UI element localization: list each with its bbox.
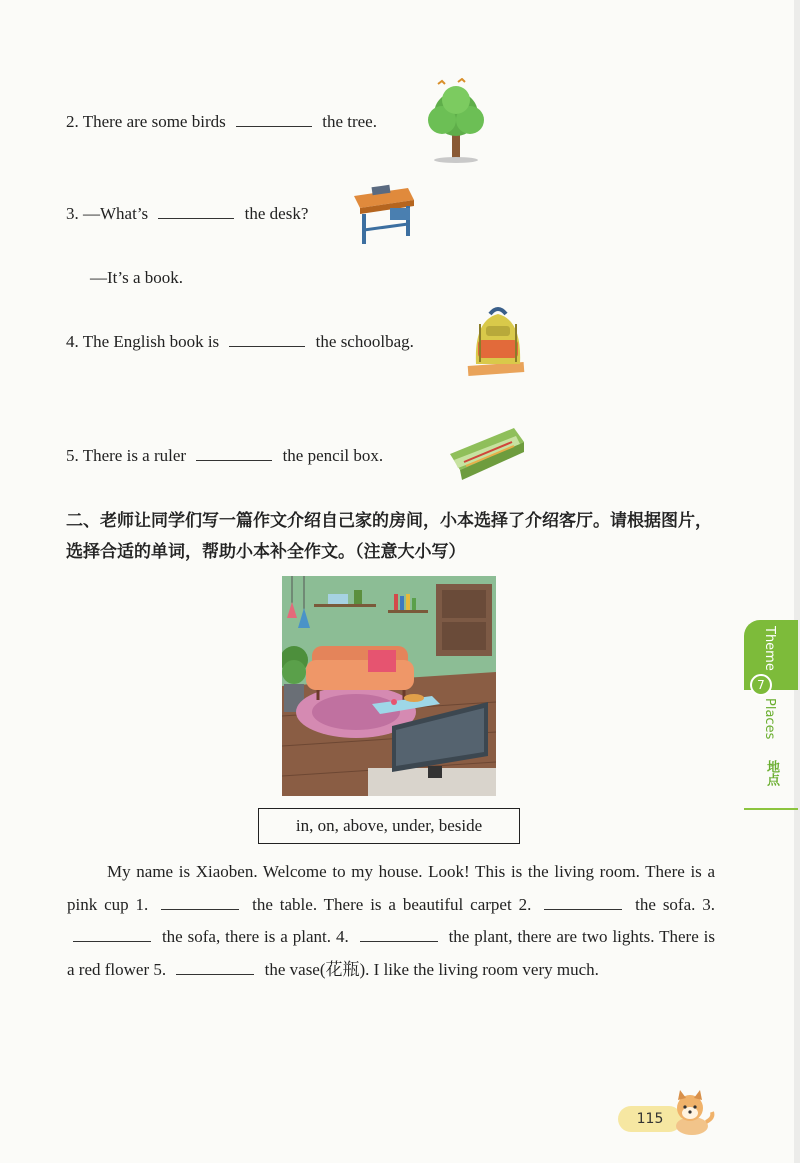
page-number: 115: [618, 1106, 682, 1132]
question-text: the schoolbag.: [315, 332, 414, 351]
passage-blank-5[interactable]: [176, 973, 254, 975]
question-text: There are some birds: [82, 112, 226, 131]
places-label: Places: [762, 698, 777, 740]
question-text: the pencil box.: [282, 446, 384, 465]
word-bank-box: in, on, above, under, beside: [258, 808, 520, 844]
dog-mascot-icon: [668, 1088, 718, 1136]
places-cn-label: 地点: [764, 760, 779, 786]
question-3-answer: —It’s a book.: [90, 268, 184, 287]
question-number: 3.: [66, 204, 79, 223]
living-room-illustration: [282, 576, 496, 796]
question-4: [66, 332, 414, 352]
theme-number-badge: 7: [750, 674, 772, 696]
theme-side-tab: [744, 620, 798, 810]
answer-blank[interactable]: [229, 345, 305, 347]
passage-blank-3[interactable]: [73, 940, 151, 942]
question-number: 5.: [66, 446, 79, 465]
question-3: [66, 204, 308, 224]
question-text: —What’s: [83, 204, 149, 223]
passage-blank-1[interactable]: [161, 908, 239, 910]
page-edge: [794, 0, 800, 1163]
question-text: The English book is: [82, 332, 220, 351]
theme-label: Theme: [762, 626, 777, 671]
composition-passage: My name is Xiaoben. Welcome to my house. Look! This is the living room. There is a pink cup 1. the table. There is a beautiful carpet 2. the sofa. 3. the sofa, there is a plant. 4. the plant, there are two lights. There is a red flower 5. the vase(花瓶). I like the living room very much.: [67, 862, 716, 979]
section-2-heading: 二、老师让同学们写一篇作文介绍自己家的房间，小本选择了介绍客厅。请根据图片，选择合适的单词，帮助小本补全作文。（注意大小写）: [66, 511, 712, 562]
pencil-box-icon: [444, 424, 528, 484]
desk-icon: [350, 178, 416, 248]
question-text: the tree.: [322, 112, 377, 131]
answer-blank[interactable]: [236, 125, 312, 127]
answer-blank[interactable]: [196, 459, 272, 461]
question-text: There is a ruler: [82, 446, 187, 465]
tree-icon: [418, 78, 496, 164]
question-2: [66, 112, 377, 132]
passage-blank-4[interactable]: [360, 940, 438, 942]
question-number: 4.: [66, 332, 79, 351]
answer-blank[interactable]: [158, 217, 234, 219]
question-number: 2.: [66, 112, 79, 131]
schoolbag-icon: [464, 302, 534, 378]
passage-blank-2[interactable]: [544, 908, 622, 910]
question-5: [66, 446, 383, 466]
question-text: the desk?: [244, 204, 309, 223]
